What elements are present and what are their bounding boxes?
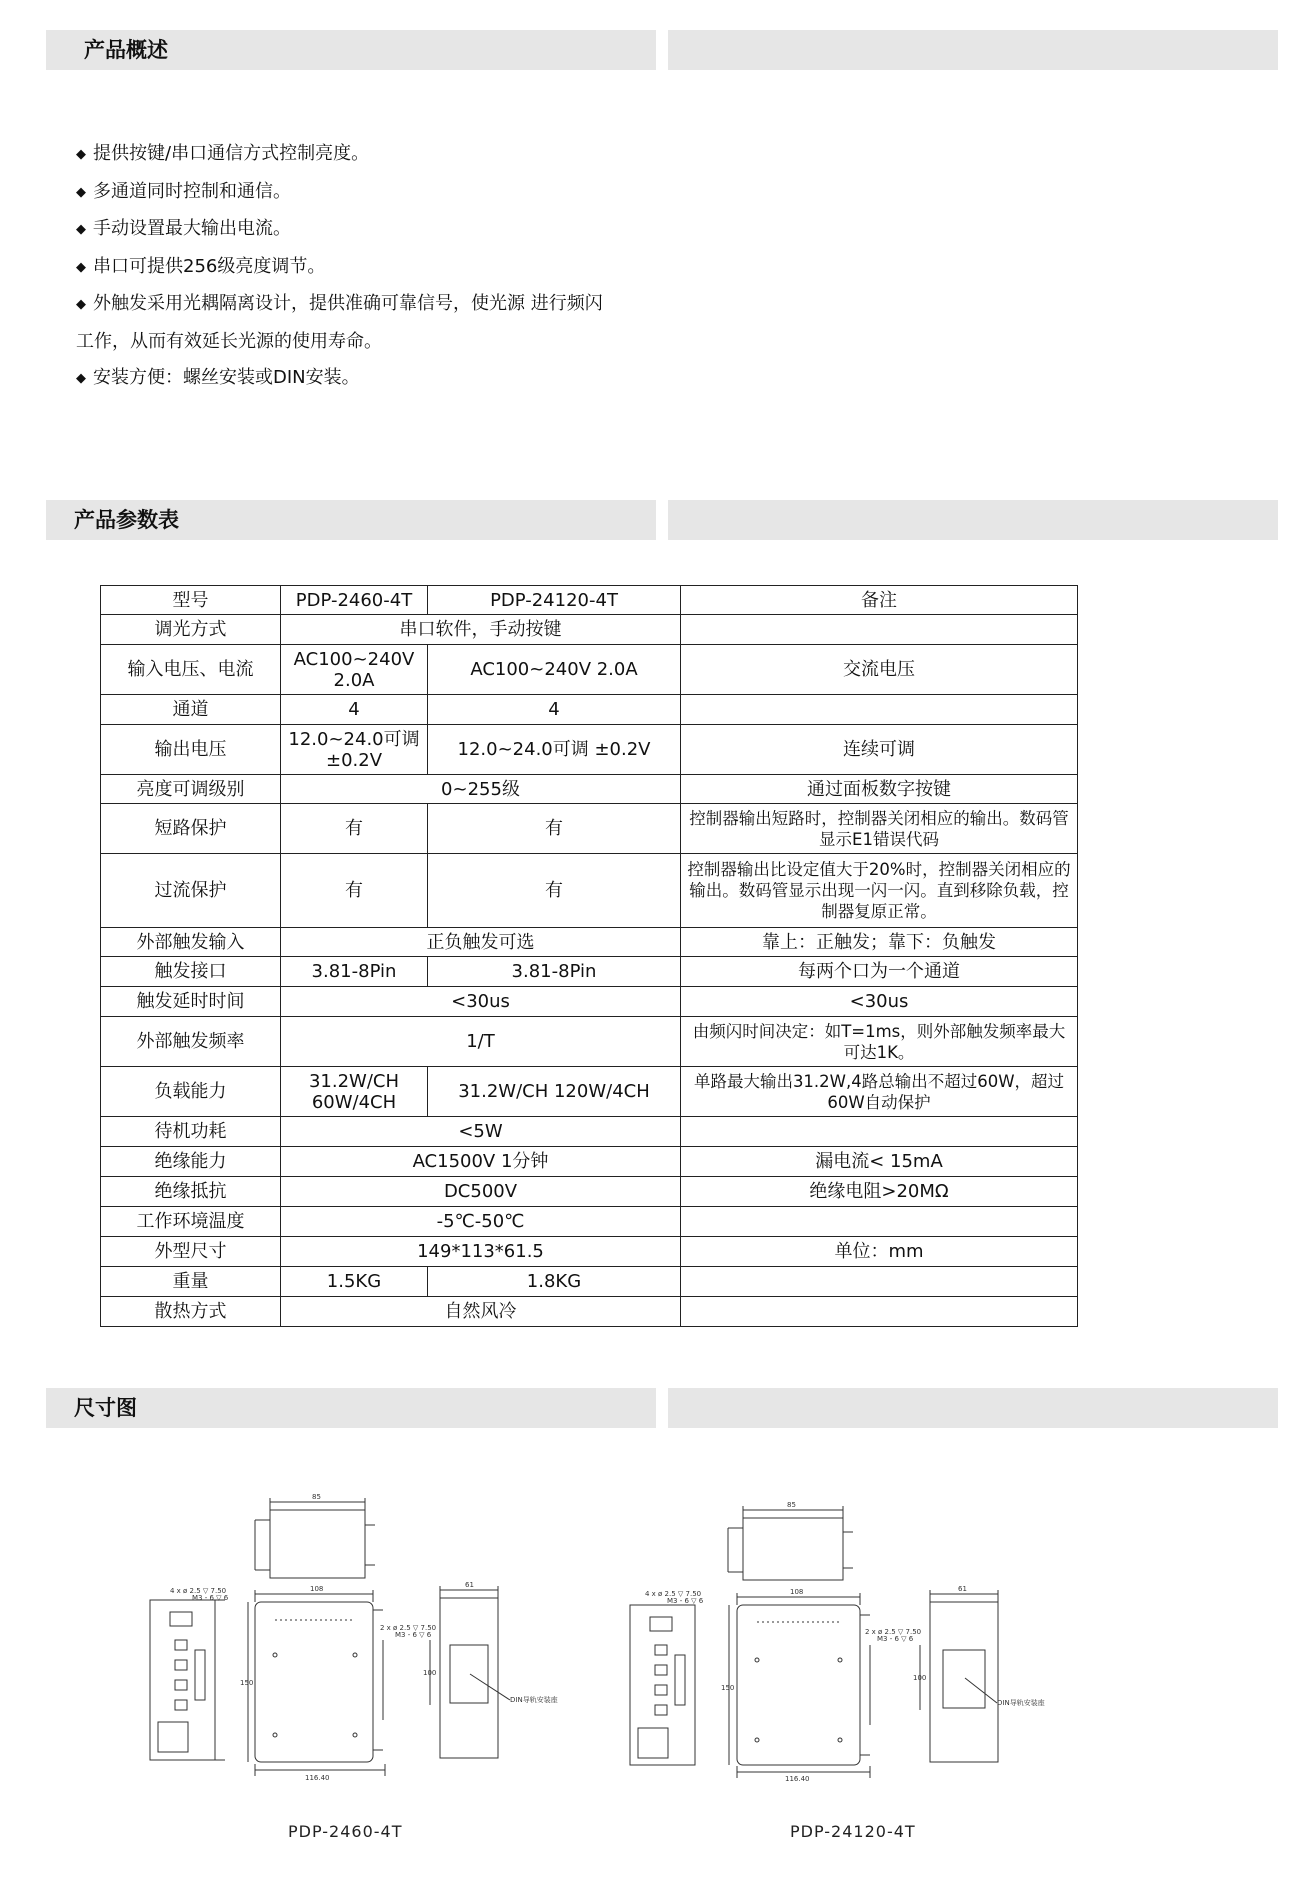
feature-item: ◆ 手动设置最大输出电流。: [76, 211, 656, 249]
feature-item: ◆ 串口可提供256级亮度调节。: [76, 249, 656, 287]
table-row: 绝缘能力 AC1500V 1分钟 漏电流< 15mA: [101, 1147, 1078, 1177]
table-row: 工作环境温度 -5℃-50℃: [101, 1207, 1078, 1237]
din-note: DIN导轨安装座: [510, 1696, 558, 1704]
model-label-left: PDP-2460-4T: [288, 1822, 403, 1841]
spec-table: [100, 585, 1078, 1327]
svg-text:M3 - 6 ▽ 6: M3 - 6 ▽ 6: [877, 1635, 914, 1643]
table-row: 亮度可调级别 0~255级 通过面板数字按键: [101, 775, 1078, 804]
table-row: 外部触发频率 1/T 由频闪时间决定：如T=1ms，则外部触发频率最大可达1K。: [101, 1017, 1078, 1067]
dimension-drawing-left: [140, 1490, 558, 1782]
table-row: 重量 1.5KG 1.8KG: [101, 1267, 1078, 1297]
section-title-dimension: 尺寸图: [74, 1396, 137, 1420]
dim-116: 116.40: [305, 1774, 330, 1782]
feature-item: ◆ 外触发采用光耦隔离设计，提供准确可靠信号，使光源 进行频闪: [76, 286, 656, 324]
svg-text:DIN导轨安装座: DIN导轨安装座: [997, 1699, 1045, 1707]
table-row: 外型尺寸 149*113*61.5 单位：mm: [101, 1237, 1078, 1267]
svg-text:100: 100: [913, 1674, 927, 1682]
table-row: 调光方式 串口软件，手动按键: [101, 615, 1078, 645]
dim-100: 100: [423, 1669, 437, 1677]
diamond-bullet-icon: ◆: [76, 259, 86, 275]
table-row: 待机功耗 <5W: [101, 1117, 1078, 1147]
feature-list: [76, 136, 656, 398]
diamond-bullet-icon: ◆: [76, 222, 86, 237]
section-bar-left: [46, 1388, 656, 1428]
feature-item: ◆ 多通道同时控制和通信。: [76, 174, 656, 212]
feature-item: ◆ 安装方便：螺丝安装或DIN安装。: [76, 360, 656, 398]
table-row: 触发延时时间 <30us <30us: [101, 987, 1078, 1017]
section-title-overview: 产品概述: [84, 38, 168, 62]
dim-108: 108: [310, 1585, 324, 1593]
svg-text:4 x ø 2.5 ▽ 7.50: 4 x ø 2.5 ▽ 7.50: [645, 1590, 702, 1598]
diamond-bullet-icon: ◆: [76, 184, 86, 200]
model-label-right: PDP-24120-4T: [790, 1822, 916, 1841]
table-row: 输入电压、电流 AC100~240V 2.0A AC100~240V 2.0A 交流电压: [101, 645, 1078, 695]
feature-item: ◆ 提供按键/串口通信方式控制亮度。: [76, 136, 656, 174]
svg-text:61: 61: [958, 1585, 967, 1593]
side-view-box: [255, 1602, 373, 1762]
table-row: 通道 4 4: [101, 695, 1078, 725]
table-row: 输出电压 12.0~24.0可调 ±0.2V 12.0~24.0可调 ±0.2V 连续可调: [101, 725, 1078, 775]
holes-side-note2: M3 - 6 ▽ 6: [395, 1631, 432, 1639]
table-row: 短路保护 有 有 控制器输出短路时，控制器关闭相应的输出。数码管显示E1错误代码: [101, 804, 1078, 854]
holes-side-note: 2 x ø 2.5 ▽ 7.50: [380, 1624, 437, 1632]
dim-150: 150: [240, 1679, 254, 1687]
svg-text:150: 150: [721, 1684, 735, 1692]
svg-text:2 x ø 2.5 ▽ 7.50: 2 x ø 2.5 ▽ 7.50: [865, 1628, 922, 1636]
table-row: 型号 PDP-2460-4T PDP-24120-4T 备注: [101, 586, 1078, 615]
svg-text:M3 - 6 ▽ 6: M3 - 6 ▽ 6: [667, 1597, 704, 1605]
svg-text:116.40: 116.40: [785, 1775, 810, 1783]
table-row: 散热方式 自然风冷: [101, 1297, 1078, 1327]
diamond-bullet-icon: ◆: [76, 297, 86, 312]
svg-text:85: 85: [787, 1501, 796, 1509]
table-row: 外部触发输入 正负触发可选 靠上：正触发；靠下：负触发: [101, 928, 1078, 957]
top-view-box: [270, 1510, 365, 1578]
section-bar-right: [668, 30, 1278, 70]
feature-item-continuation: 工作，从而有效延长光源的使用寿命。: [76, 330, 382, 352]
table-row: 触发接口 3.81-8Pin 3.81-8Pin 每两个口为一个通道: [101, 957, 1078, 987]
table-row: 负载能力 31.2W/CH 60W/4CH 31.2W/CH 120W/4CH 单路最大输出31.2W,4路总输出不超过60W，超过60W自动保护: [101, 1067, 1078, 1117]
diamond-bullet-icon: ◆: [76, 371, 86, 386]
section-bar-right: [668, 500, 1278, 540]
holes-top-note2: M3 - 6 ▽ 6: [192, 1594, 229, 1602]
dim-85: 85: [312, 1493, 321, 1501]
holes-top-note: 4 x ø 2.5 ▽ 7.50: [170, 1587, 227, 1595]
table-row: 过流保护 有 有 控制器输出比设定值大于20%时，控制器关闭相应的输出。数码管显示出现一闪一闪。直到移除负载，控制器复原正常。: [101, 854, 1078, 928]
section-title-params: 产品参数表: [74, 508, 179, 532]
dimension-drawing-right: [625, 1500, 1065, 1783]
dim-61: 61: [465, 1581, 474, 1589]
diamond-bullet-icon: ◆: [76, 147, 86, 162]
section-bar-right: [668, 1388, 1278, 1428]
svg-text:108: 108: [790, 1588, 804, 1596]
table-row: 绝缘抵抗 DC500V 绝缘电阻>20MΩ: [101, 1177, 1078, 1207]
